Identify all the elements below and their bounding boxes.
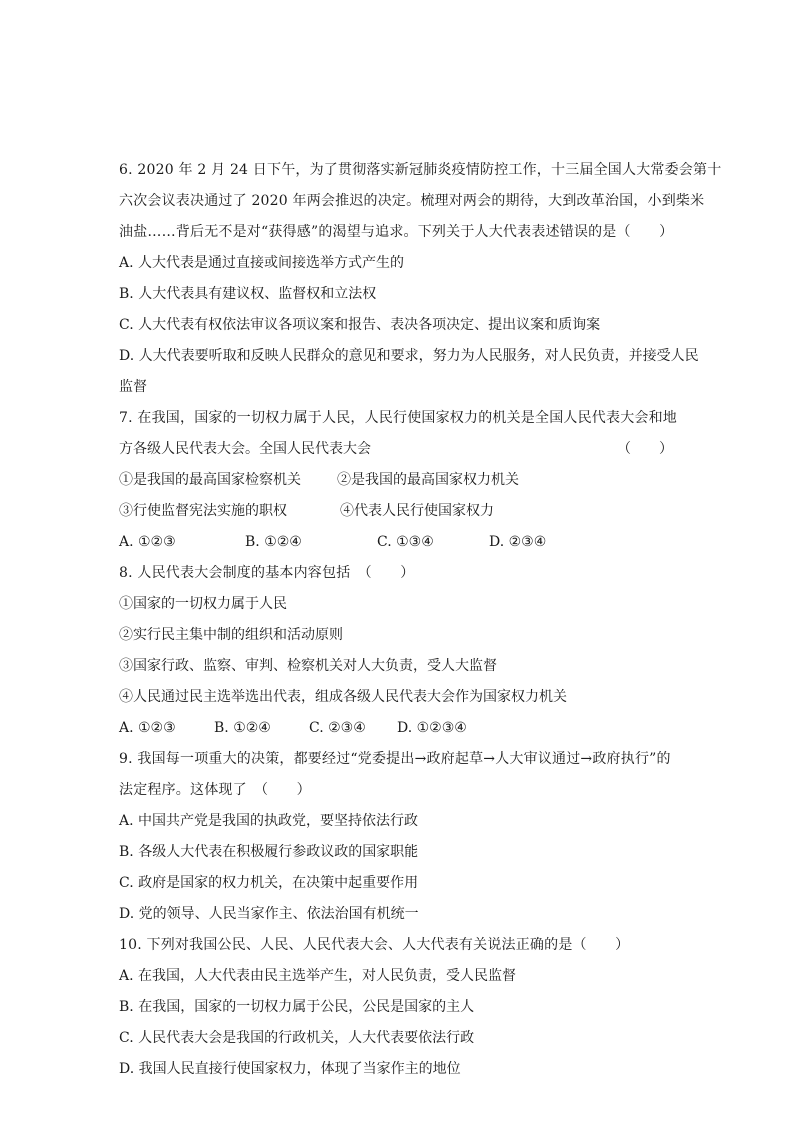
question-6-option-a: A. 人大代表是通过直接或间接选举方式产生的 [119,255,405,271]
question-9-option-d: D. 党的领导、人民当家作主、依法治国有机统一 [119,906,419,922]
question-8-stem: 8. 人民代表大会制度的基本内容包括 （ ） [119,565,415,581]
question-7-options-row [119,527,679,558]
question-6-option-d: D. 人大代表要听取和反映人民群众的意见和要求，努力为人民服务，对人民负责，并接受人民 [119,348,699,364]
question-7-statement-4: ④代表人民行使国家权力 [340,503,494,519]
question-10-option-b: B. 在我国，国家的一切权力属于公民，公民是国家的主人 [119,999,475,1015]
question-7-statements-row-1 [119,465,679,496]
question-8-options-row [119,713,679,744]
question-9 [119,744,679,930]
question-8-statement-3: ③国家行政、监察、审判、检察机关对人大负责，受人大监督 [119,658,497,674]
question-8-option-c: C. ②③④ [309,720,366,736]
question-7-stem-line-2-row [119,434,679,465]
question-7-option-b: B. ①②④ [245,534,302,550]
question-6-option-d-continued: 监督 [119,379,147,395]
question-6-stem-line-1: 6. 2020 年 2 月 24 日下午，为了贯彻落实新冠肺炎疫情防控工作，十三届全国人大常委会第十 [119,162,722,178]
question-9-option-b: B. 各级人大代表在积极履行参政议政的国家职能 [119,844,419,860]
question-6-stem-line-3: 油盐……背后无不是对“获得感”的渴望与追求。下列关于人大代表表述错误的是（ ） [119,224,674,240]
question-9-option-c: C. 政府是国家的权力机关，在决策中起重要作用 [119,875,419,891]
question-7 [119,403,679,558]
question-6-stem-line-2: 六次会议表决通过了 2020 年两会推迟的决定。梳理对两会的期待，大到改革治国，小到柴米 [119,193,705,209]
question-8-option-a: A. ①②③ [119,720,176,736]
question-9-option-a: A. 中国共产党是我国的执政党，要坚持依法行政 [119,813,419,829]
question-6-option-b: B. 人大代表具有建议权、监督权和立法权 [119,286,377,302]
question-9-stem-line-1: 9. 我国每一项重大的决策，都要经过“党委提出→政府起草→人大审议通过→政府执行”的 [119,751,671,767]
question-8-option-d: D. ①②③④ [397,720,467,736]
question-7-statement-3: ③行使监督宪法实施的职权 [119,503,287,519]
question-10-stem: 10. 下列对我国公民、人民、人民代表大会、人大代表有关说法正确的是（ ） [119,937,630,953]
exam-page [119,155,722,1085]
question-8-statement-1: ①国家的一切权力属于人民 [119,596,287,612]
question-6-option-c: C. 人大代表有权依法审议各项议案和报告、表决各项决定、提出议案和质询案 [119,317,601,333]
question-7-option-c: C. ①③④ [377,534,434,550]
question-10-option-a: A. 在我国，人大代表由民主选举产生，对人民负责，受人民监督 [119,968,517,984]
question-10 [119,930,679,1085]
question-10-option-d: D. 我国人民直接行使国家权力，体现了当家作主的地位 [119,1061,461,1077]
question-8-option-b: B. ①②④ [214,720,271,736]
question-7-statement-2: ②是我国的最高国家权力机关 [337,472,519,488]
question-8-statement-2: ②实行民主集中制的组织和活动原则 [119,627,343,643]
question-7-option-d: D. ②③④ [489,534,547,550]
question-7-answer-paren: （ ） [617,441,673,457]
question-8 [119,558,679,744]
question-7-statements-row-2 [119,496,679,527]
question-7-stem-line-1: 7. 在我国，国家的一切权力属于人民，人民行使国家权力的机关是全国人民代表大会和地 [119,410,678,426]
question-7-stem-line-2: 方各级人民代表大会。全国人民代表大会 [119,441,371,457]
question-9-stem-line-2: 法定程序。这体现了 （ ） [119,782,311,798]
question-8-statement-4: ④人民通过民主选举选出代表，组成各级人民代表大会作为国家权力机关 [119,689,567,705]
question-6 [119,155,722,403]
question-7-option-a: A. ①②③ [119,534,176,550]
question-10-option-c: C. 人民代表大会是我国的行政机关，人大代表要依法行政 [119,1030,475,1046]
question-7-statement-1: ①是我国的最高国家检察机关 [119,472,301,488]
